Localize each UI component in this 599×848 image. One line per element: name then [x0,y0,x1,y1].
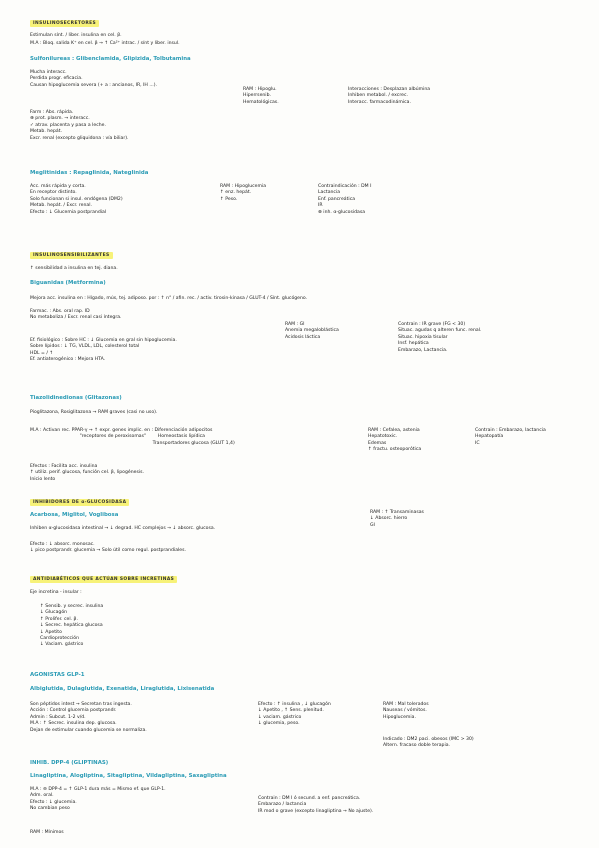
text-line: Eje incretina - insular : [30,590,82,595]
text-block-ram: RAM : ↑ Transaminasas ↓ Absorc. hierro GI [370,510,424,528]
text-line: Inhiben α-glucosidasa intestinal → ↓ degrad. HC complejos → ↓ absorc. glucosa. [30,526,216,531]
text-block-ram: RAM : Hipoglucemia ↑ enz. hepát. ↑ Peso. [220,184,267,202]
section-header-inhibidores-glucosidasa: INHIBIDORES DE α-GLUCOSIDASA [30,499,129,506]
text-block-ram: RAM : Mal tolerados Nauseas / vómitos. Hipoglucemia. [383,702,429,720]
text-line: Mejora acc. insulina en : Hígado, mús, tej. adiposo. por : ↑ n° / afin. rec. / activ. tirosin-kinasa / GLUT-4 / Sínt. glucógeno. [30,296,308,301]
text-block-ram: RAM : Hipoglu. Hiperrsenib. Hematológicas. [243,87,279,105]
text-block-efectos: Efectos : Facilita acc. insulina ↑ utiliz. perif. glucosa, función cel. β, lipogénesis. Inicio lento [30,464,144,482]
text-block: Son péptidos intest → Secretan tras ingesta. Acción : Control glucemia postprandr. Admin : Subcut. 1-2 v/d. M.A : ↑ Secrec. insulina dep. glucosa. Dejan de estimular cuando glucemia se normaliza. [30,702,147,733]
text-block-ram: RAM : Cefalea, astenia Hepatotoxic. Edemas ↑ fractu. osteoporótica [368,428,422,453]
text-block-contrain: Contrain : Embarazo, lactancia Hepatopatía IC [475,428,546,446]
subheading-tiazolidinedionas: Tiazolidinedionas (Glitazonas) [30,395,122,401]
text-line: ↑ sensibilidad a insulina en tej. diana. [30,266,118,271]
text-block-farmac: Farmac. : Abs. oral rap. ID No metaboliza / Excr. renal casi íntegra. [30,309,122,321]
text-line: Estimulan sínt. / liber. insulina en cel. β. [30,33,122,38]
text-block-interacciones: Interacciones : Desplazan albúmina Inhiben metabol. / excrec. Interacc. farmacodinámica. [348,87,431,105]
section-header-insulinosecretores: INSULINOSECRETORES [30,20,99,27]
subheading-meglitinidas: Meglitinidas : Repaglinida, Nateglinida [30,170,149,176]
text-block-ram: RAM : GI Anemia megaloblástica Acidosis láctica [285,322,339,340]
text-block-ef-fisiologico: Ef. fisiológico : Sobre HC : ↓ Glucemia en gral sin hipoglucemia. Sobre lípidos : ↓ TG, VLDL, LDL, colesterol total HDL = / ↑ Ef. antiaterogénico : Mejora HTA. [30,338,177,363]
text-block-farm: Farm : Abs. rápida. ⊕ prot. plasm. → interacc. ✓ atrav. placenta y pasa a leche. Metab. hepát. Excr. renal (excepto gliquidona : vía biliar). [30,110,129,141]
section-header-insulinosensibilizantes: INSULINOSENSIBILIZANTES [30,252,113,259]
section-header-incretinas: ANTIDIABÉTICOS QUE ACTÚAN SOBRE INCRETINAS [30,576,177,583]
text-block-ma: M.A : Activan rec. PPAR-γ → ↑ expr. genes implic. en : Diferenciación adipocitos "receptores de peroxisomas" Homeostasis lipídica Transportadores glucosa (GLUT 1,4) [30,428,235,446]
text-block-efecto: Efecto : ↑ insulina , ↓ glucagón ↓ Apetito , ↑ Sens. plenitud. ↓ vaciam. gástrico ↓ glucemia, peso. [258,702,331,727]
text-line-ram: RAM : Mínimos [30,830,64,835]
text-block-indicado: Indicado : DM2 paci. obesos (IMC > 30) Altern. fracaso doble terapia. [383,737,474,749]
subheading-agonistas-glp1: AGONISTAS GLP-1 [30,672,85,678]
text-block-contrain: Contrain : DM I ó secund. a enf. pancreática. Embarazo / lactancia IR mod o grave (excepto linagliptina → No ajuste). [258,796,374,814]
drug-list: Albiglutida, Dulaglutida, Exenatida, Liraglutida, Lixisenatida [30,686,215,692]
text-block: M.A : ⊖ DPP-4 = ↑ GLP-1 dura más = Mismo ef. que GLP-1. Adm. oral. Efecto : ↓ glucemia. No cambian peso [30,787,166,812]
text-block-efecto: Efecto : ↓ absorc. monosac. ↓ pico postprandr. glucemia → Solo útil como regul. postprandiales. [30,542,186,554]
text-block-eje-list: ↑ Sensib. y secrec. insulina ↓ Glucagón ↑ Prolifer. cel. β. ↓ Secrec. hepática glucosa ↓ Apetito Cardioprotección ↓ Vaciam. gástrico [40,604,104,648]
subheading-biguanidas: Biguanidas (Metformina) [30,280,106,286]
text-line: Pioglitazona, Rosiglitazona → RAM graves (casi no uso). [30,410,158,415]
text-block: Acc. más rápida y corta. En receptor distinto. Solo funcionan si insul. endógena (DM2) Metab. hepát. / Excr. renal. Efecto : ↓ Glucemia postprandial [30,184,123,215]
text-line: M.A : Bloq. salida K⁺ en cel. β → ↑ Ca²⁺ intrac. / sínt y liber. insul. [30,41,180,46]
text-block: Mucha interacc. Perdida progr. eficacia. Causan hipoglucemia severa (+ a : ancianos, IR, IH ...). [30,70,157,88]
text-block-contrain: Contrain : IR grave (FG < 30) Situac. agudas q alteren func. renal. Situac. hipoxia tisular Insf. hepática Embarazo, Lactancia. [398,322,482,353]
drug-list: Linagliptina, Alogliptina, Sitagliptina, Vildagliptina, Saxagliptina [30,773,227,779]
text-block-contraindicacion: Contraindicación : DM I Lactancia Enf. pancreática IR ⊗ inh. α-glucosidasa [318,184,372,215]
subheading-inhib-dpp4: INHIB. DPP-4 (GLIPTINAS) [30,760,109,766]
drug-list: Acarbosa, Miglitol, Voglibosa [30,512,119,518]
subheading-sulfonilureas: Sulfonilureas : Glibenclamida, Glipizida, Tolbutamina [30,56,191,62]
